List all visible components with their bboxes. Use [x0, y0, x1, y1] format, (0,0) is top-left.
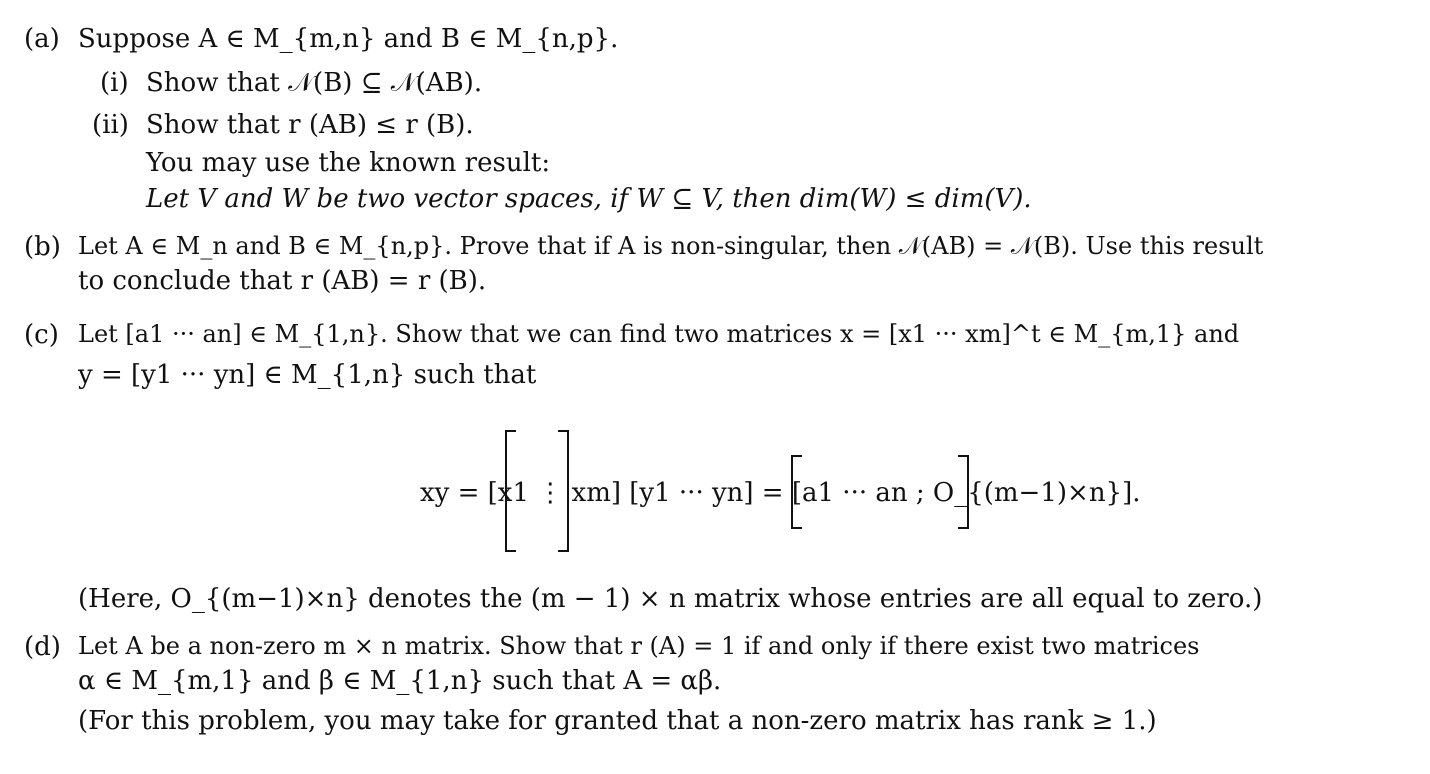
part-b-line2: to conclude that r (AB) = r (B). — [78, 266, 487, 296]
part-d-note: (For this problem, you may take for granted that a non-zero matrix has rank ≥ 1.) — [78, 706, 1157, 736]
part-b-line1: Let A ∈ M_n and B ∈ M_{n,p}. Prove that if A is non-singular, then 𝒩(AB) = 𝒩(B). Use this result — [78, 232, 1264, 260]
part-a-text: Suppose A ∈ M_{m,n} and B ∈ M_{n,p}. — [78, 24, 619, 54]
column-vector-left-bracket — [505, 430, 516, 552]
result-matrix-left-bracket — [791, 455, 802, 529]
part-c-here-note: (Here, O_{(m−1)×n} denotes the (m − 1) × n matrix whose entries are all equal to zero.) — [78, 584, 1263, 614]
part-a-ii-text: Show that r (AB) ≤ r (B). — [146, 110, 474, 140]
result-matrix-right-bracket — [958, 455, 969, 529]
display-equation: xy = [x1 ⋮ xm] [y1 ··· yn] = [a1 ··· an ; O_{(m−1)×n}]. — [420, 478, 1141, 508]
part-a-i-text: Show that 𝒩(B) ⊆ 𝒩(AB). — [146, 68, 483, 98]
column-vector-right-bracket — [558, 430, 569, 552]
part-c-label: (c) — [24, 320, 59, 350]
part-a-ii-note: You may use the known result: — [146, 148, 551, 178]
part-c-line2: y = [y1 ··· yn] ∈ M_{1,n} such that — [78, 360, 537, 390]
part-a-label: (a) — [24, 24, 60, 54]
part-a-i-label: (i) — [100, 68, 129, 98]
part-a-ii-label: (ii) — [92, 110, 129, 140]
part-d-label: (d) — [24, 632, 61, 662]
part-d-line2: α ∈ M_{m,1} and β ∈ M_{1,n} such that A = αβ. — [78, 666, 722, 696]
part-b-label: (b) — [24, 232, 61, 262]
part-c-line1: Let [a1 ··· an] ∈ M_{1,n}. Show that we can find two matrices x = [x1 ··· xm]^t ∈ M_{m,1} and — [78, 320, 1240, 348]
part-d-line1: Let A be a non-zero m × n matrix. Show that r (A) = 1 if and only if there exist two matrices — [78, 632, 1200, 660]
part-a-ii-result: Let V and W be two vector spaces, if W ⊆ V, then dim(W) ≤ dim(V). — [146, 184, 1032, 214]
